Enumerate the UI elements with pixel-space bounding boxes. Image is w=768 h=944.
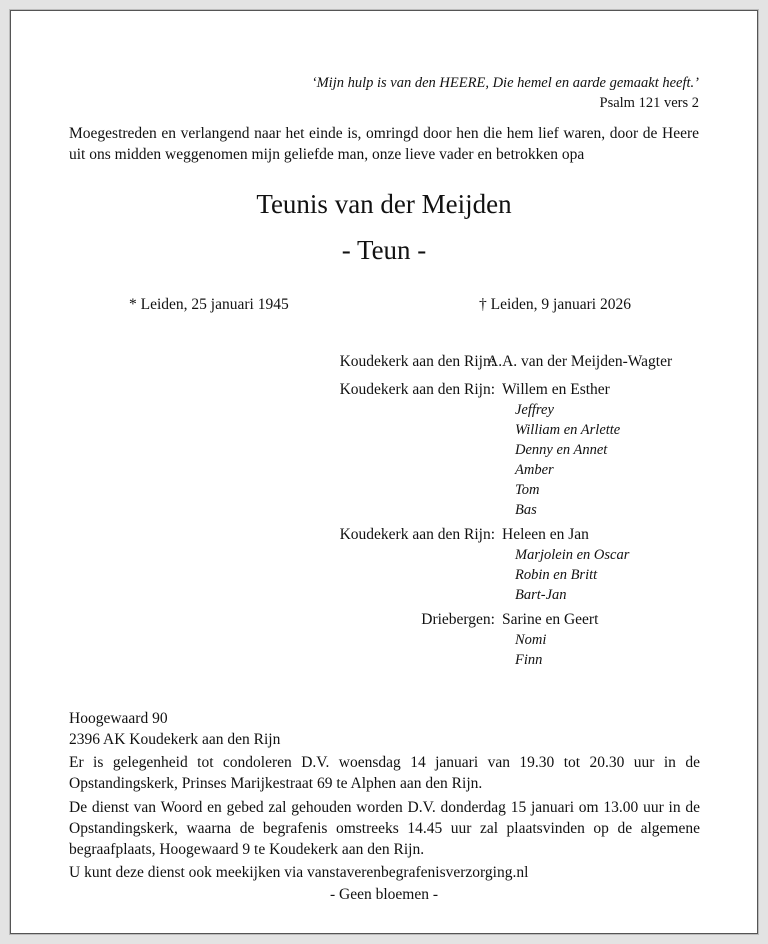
grandchild-name: Amber xyxy=(515,462,554,478)
relative-place: Koudekerk aan den Rijn: xyxy=(339,381,495,398)
funeral-notice-card xyxy=(10,10,758,934)
birth-info: * Leiden, 25 januari 1945 xyxy=(129,296,289,313)
no-flowers-note: - Geen bloemen - xyxy=(329,886,439,903)
grandchild-name: Nomi xyxy=(515,632,547,648)
deceased-nickname: - Teun - xyxy=(341,235,427,265)
grandchild-name: William en Arlette xyxy=(515,422,621,438)
grandchild-name: Bas xyxy=(515,502,537,518)
grandchild-name: Marjolein en Oscar xyxy=(515,547,630,563)
relative-place: Koudekerk aan den Rijn: xyxy=(339,526,495,543)
relative-place: Driebergen: xyxy=(421,611,495,628)
relative-name: A.A. van der Meijden-Wagter xyxy=(487,353,673,370)
relative-name: Sarine en Geert xyxy=(502,611,599,628)
grandchild-name: Bart-Jan xyxy=(515,587,567,603)
relative-name: Heleen en Jan xyxy=(502,526,589,543)
address-street: Hoogewaard 90 xyxy=(69,710,168,727)
intro-text: Moegestreden en verlangend naar het einde is, omringd door hen die hem lief waren, door de Heere uit ons midden weggenomen mijn geliefde man, onze lieve vader en betrokken opa xyxy=(69,125,699,163)
grandchild-name: Denny en Annet xyxy=(515,442,608,458)
relative-place: Koudekerk aan den Rijn: xyxy=(339,353,495,370)
grandchild-name: Jeffrey xyxy=(515,402,554,418)
relative-name: Willem en Esther xyxy=(502,381,610,398)
grandchild-name: Tom xyxy=(515,482,540,498)
address-city: 2396 AK Koudekerk aan den Rijn xyxy=(69,731,281,748)
deceased-name: Teunis van der Meijden xyxy=(256,189,512,219)
grandchild-name: Finn xyxy=(515,652,543,668)
grandchild-name: Robin en Britt xyxy=(515,567,598,583)
bible-quote: ‘Mijn hulp is van den HEERE, Die hemel en aarde gemaakt heeft.’ xyxy=(311,75,699,91)
condolence-paragraph: Er is gelegenheid tot condoleren D.V. woensdag 14 januari van 19.30 tot 20.30 uur in de Opstandingskerk, Prinses Marijkestraat 69 te Alphen aan den Rijn. xyxy=(69,754,700,792)
livestream-paragraph: U kunt deze dienst ook meekijken via vanstaverenbegrafenisverzorging.nl xyxy=(69,864,529,881)
psalm-reference: Psalm 121 vers 2 xyxy=(599,95,699,111)
death-info: † Leiden, 9 januari 2026 xyxy=(479,296,631,313)
service-paragraph: De dienst van Woord en gebed zal gehouden worden D.V. donderdag 15 januari om 13.00 uur in de Opstandingskerk, waarna de begrafenis omstreeks 14.45 uur zal plaatsvinden op de algemene begraafplaats, Hoogewaard 9 te Koudekerk aan den Rijn. xyxy=(69,799,700,858)
